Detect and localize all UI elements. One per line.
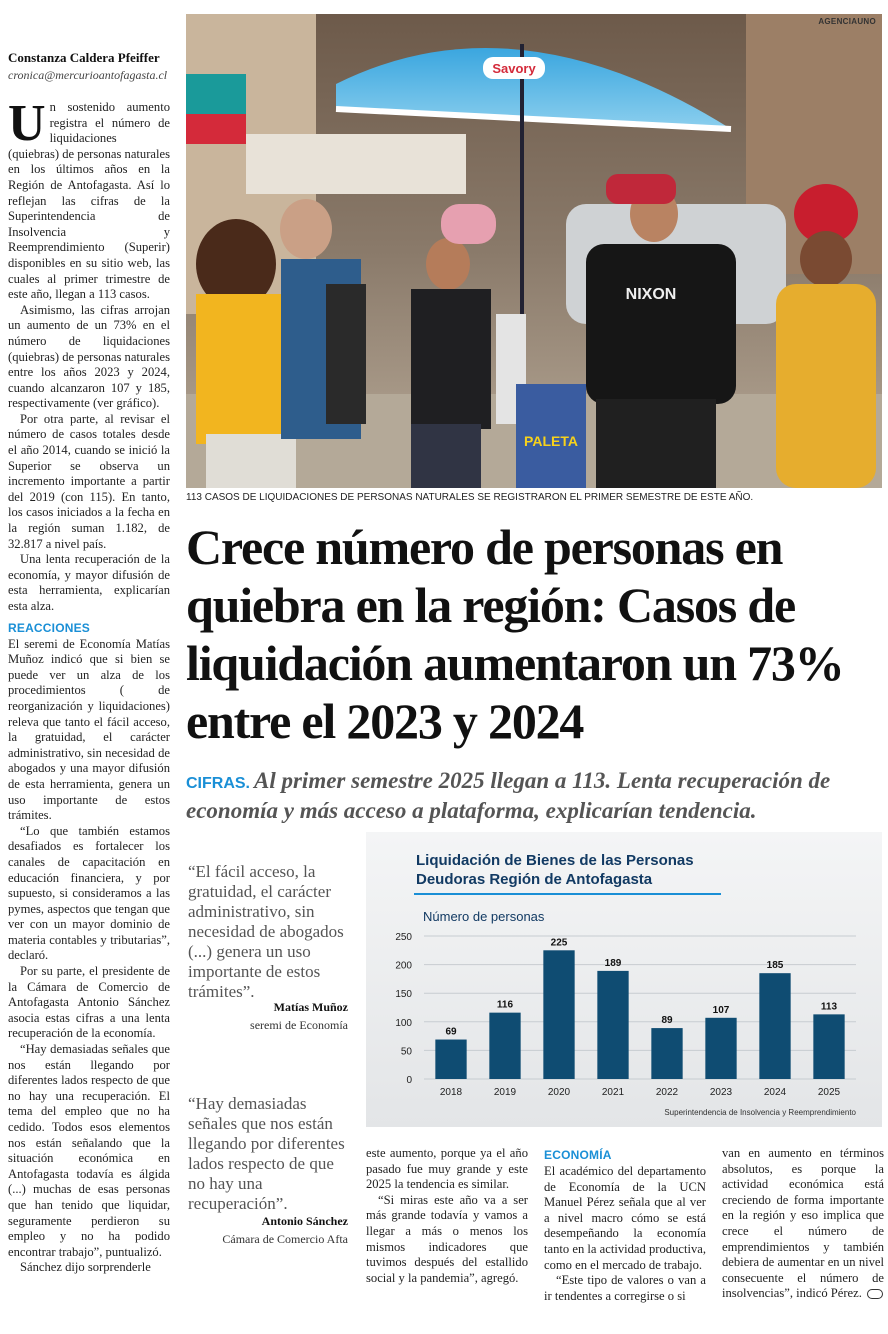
chart-data-label: 107 bbox=[712, 1004, 730, 1016]
chart-ytick-label: 150 bbox=[395, 989, 412, 1001]
cart-label: PALETA bbox=[524, 433, 578, 449]
section-heading-reacciones: REACCIONES bbox=[8, 620, 91, 635]
paragraph: “Lo que también estamos desafiados es fortalecer los canales de capacitación en educación financiera, y por supuesto, si consideramos a las pymes, aspectos que tengan que ver con un mayor dominio de materia contables y tributarias”, declaró. bbox=[8, 823, 170, 963]
subhead-text: Al primer semestre 2025 llegan a 113. Lenta recuperación de economía y más acceso a plataforma, explicarían tendencia. bbox=[186, 768, 831, 823]
bar-chart bbox=[366, 832, 882, 1127]
chart-bar bbox=[489, 1013, 520, 1079]
article-column-2 bbox=[366, 1146, 528, 1330]
chart-xtick-label: 2019 bbox=[493, 1087, 517, 1098]
pull-quote-2: “Hay demasiadas señales que nos están llegando por diferentes lados respecto de que no hay una recuperación”. bbox=[188, 1094, 345, 1213]
paragraph: Sánchez dijo sorprenderle bbox=[20, 1260, 151, 1275]
pull-quote-2-name: Antonio Sánchez bbox=[261, 1214, 348, 1228]
article-column-1 bbox=[8, 100, 170, 1330]
byline-email[interactable]: cronica@mercurioantofagasta.cl bbox=[8, 68, 168, 82]
photo-credit: AGENCIAUNO bbox=[818, 17, 876, 26]
paragraph-closing: van en aumento en términos absolutos, es porque la actividad económica está creciendo de forma importante en la región y eso implica que crece el número de emprendimientos y también debiera de aumentar en un nivel consecuente el número de insolvencias”, indicó Pérez. bbox=[722, 1146, 884, 1301]
chart-bar bbox=[597, 971, 628, 1079]
paragraph: El seremi de Economía Matías Muñoz indicó que si bien se puede ver un alza de los procedimientos ( de reorganización y liquidaciones) releva que tanto el fácil acceso, la gratuidad, el carácter administrativo, sin necesidad de abogados y una mayor difusión de esta herramienta, genera un uso importante de estos trámites. bbox=[8, 636, 170, 823]
chart-xtick-label: 2023 bbox=[709, 1087, 733, 1098]
paragraph: “Este tipo de valores o van a ir tendentes a corregirse o si bbox=[544, 1273, 706, 1303]
paragraph: “Si miras este año va a ser más grande todavía y vamos a llegar a más o menos los mismos indicadores que tuvimos después del estallido social y la pandemia”, agregó. bbox=[366, 1192, 528, 1285]
chart-xtick-label: 2021 bbox=[601, 1087, 625, 1098]
chart-ytick-label: 50 bbox=[400, 1046, 412, 1058]
byline-author: Constanza Caldera Pfeiffer bbox=[8, 50, 160, 65]
chart-data-label: 225 bbox=[550, 937, 568, 949]
news-photo bbox=[186, 14, 882, 488]
paragraph: Por su parte, el presidente de la Cámara de Comercio de Antofagasta Antonio Sánchez asocia estas cifras a una lenta recuperación de la economía. bbox=[8, 964, 170, 1041]
pull-quote-2-role: Cámara de Comercio Afta bbox=[222, 1232, 348, 1246]
chart-ylabel: Número de personas bbox=[423, 909, 545, 924]
chart-data-label: 189 bbox=[604, 957, 622, 969]
chart-bar bbox=[705, 1018, 736, 1079]
chart-source: Superintendencia de Insolvencia y Reemprendimiento bbox=[664, 1108, 856, 1117]
chart-xtick-label: 2018 bbox=[439, 1087, 463, 1098]
chart-title-line-1: Liquidación de Bienes de las Personas bbox=[416, 852, 694, 869]
paragraph-intro: Un sostenido aumento registra el número de liquidaciones (quiebras) de personas naturales en los últimos años en la Región de Antofagasta. Así lo reflejan las cifras de la Superintendencia de Insolvencia y Reemprendimiento (Superir) disponibles en su sitio web, las cuales al primer trimestre de este año, llegan a 113 casos. bbox=[8, 100, 170, 302]
chart-ytick-label: 100 bbox=[395, 1017, 412, 1029]
paragraph: Por otra parte, al revisar el número de casos totales desde el año 2014, cuando se inició la Superior se observa un incremento importante a partir del 2019 (con 115). En tanto, los casos iniciados a la fecha en la región suman 1.182, de 32.817 a nivel país. bbox=[8, 411, 170, 551]
paragraph: Una lenta recuperación de la economía, y mayor difusión de esta herramienta, explicarían esta alza. bbox=[8, 552, 170, 613]
paragraph: este aumento, porque ya el año pasado fue muy grande y este 2025 la tendencia es similar. bbox=[366, 1146, 528, 1192]
chart-data-label: 116 bbox=[496, 999, 514, 1011]
chart-data-label: 185 bbox=[766, 960, 784, 972]
pull-quote-1: “El fácil acceso, la gratuidad, el carácter administrativo, sin necesidad de abogados (...) genera un uso importante de estos trámites”. bbox=[188, 862, 344, 1001]
article-column-4 bbox=[722, 1146, 884, 1330]
chart-data-label: 89 bbox=[661, 1015, 673, 1027]
chart-canvas bbox=[366, 832, 882, 1127]
chart-xtick-label: 2025 bbox=[817, 1087, 841, 1098]
paragraph: Asimismo, las cifras arrojan un aumento de un 73% en el número de liquidaciones (quiebras) de personas naturales entre los años 2023 y 2024, cuando alcanzaron 107 y 185, respectivamente (ver gráfico). bbox=[8, 302, 170, 411]
drop-cap: U bbox=[8, 100, 46, 152]
subhead-kicker: CIFRAS. bbox=[186, 775, 250, 792]
chart-data-label: 69 bbox=[445, 1026, 457, 1038]
chart-ytick-label: 200 bbox=[395, 960, 412, 972]
street-scene-illustration bbox=[186, 14, 882, 488]
shirt-brand: NIXON bbox=[625, 286, 677, 303]
chart-xtick-label: 2020 bbox=[547, 1087, 571, 1098]
end-mark-icon bbox=[867, 1289, 883, 1299]
chart-bar bbox=[759, 973, 790, 1079]
chart-data-label: 113 bbox=[820, 1001, 838, 1013]
subheadline bbox=[186, 766, 886, 826]
chart-ytick-label: 250 bbox=[395, 932, 412, 943]
chart-bar bbox=[651, 1028, 682, 1079]
pull-quote-1-name: Matías Muñoz bbox=[273, 1000, 348, 1014]
photo-caption: 113 CASOS DE LIQUIDACIONES DE PERSONAS NATURALES SE REGISTRARON EL PRIMER SEMESTRE DE ESTE AÑO. bbox=[186, 492, 754, 503]
headline: Crece número de personas en quiebra en la región: Casos de liquidación aumentaron un 73% entre el 2023 y 2024 bbox=[186, 519, 844, 749]
chart-xtick-label: 2024 bbox=[763, 1087, 787, 1098]
chart-xtick-label: 2022 bbox=[655, 1087, 679, 1098]
chart-title-line-2: Deudoras Región de Antofagasta bbox=[416, 871, 653, 888]
chart-bar bbox=[813, 1014, 844, 1079]
pull-quote-1-role: seremi de Economía bbox=[250, 1018, 348, 1032]
article-column-3 bbox=[544, 1146, 706, 1330]
chart-ytick-label: 0 bbox=[406, 1075, 412, 1086]
paragraph: El académico del departamento de Economía de la UCN Manuel Pérez señala que al ver a nivel macro cómo se está desempeñando la economía tanto en la actividad productiva, como en el mercado de trabajo. bbox=[544, 1164, 706, 1272]
chart-bar bbox=[543, 950, 574, 1079]
chart-bar bbox=[435, 1040, 466, 1079]
umbrella-brand: Savory bbox=[492, 61, 536, 76]
paragraph: “Hay demasiadas señales que nos están llegando por diferentes lados respecto de que no hay una recuperación. El tema del empleo que no ha cedido. Todos esos elementos nos están señalando que la situación económica en Antofagasta todavía es álgida (...) muchas de esas personas que han tenido que liquidar, seguramente perdieron su empleo y no ha podido encontrar trabajo”, puntualizó. bbox=[8, 1042, 170, 1259]
section-heading-economia: ECONOMÍA bbox=[544, 1148, 612, 1162]
